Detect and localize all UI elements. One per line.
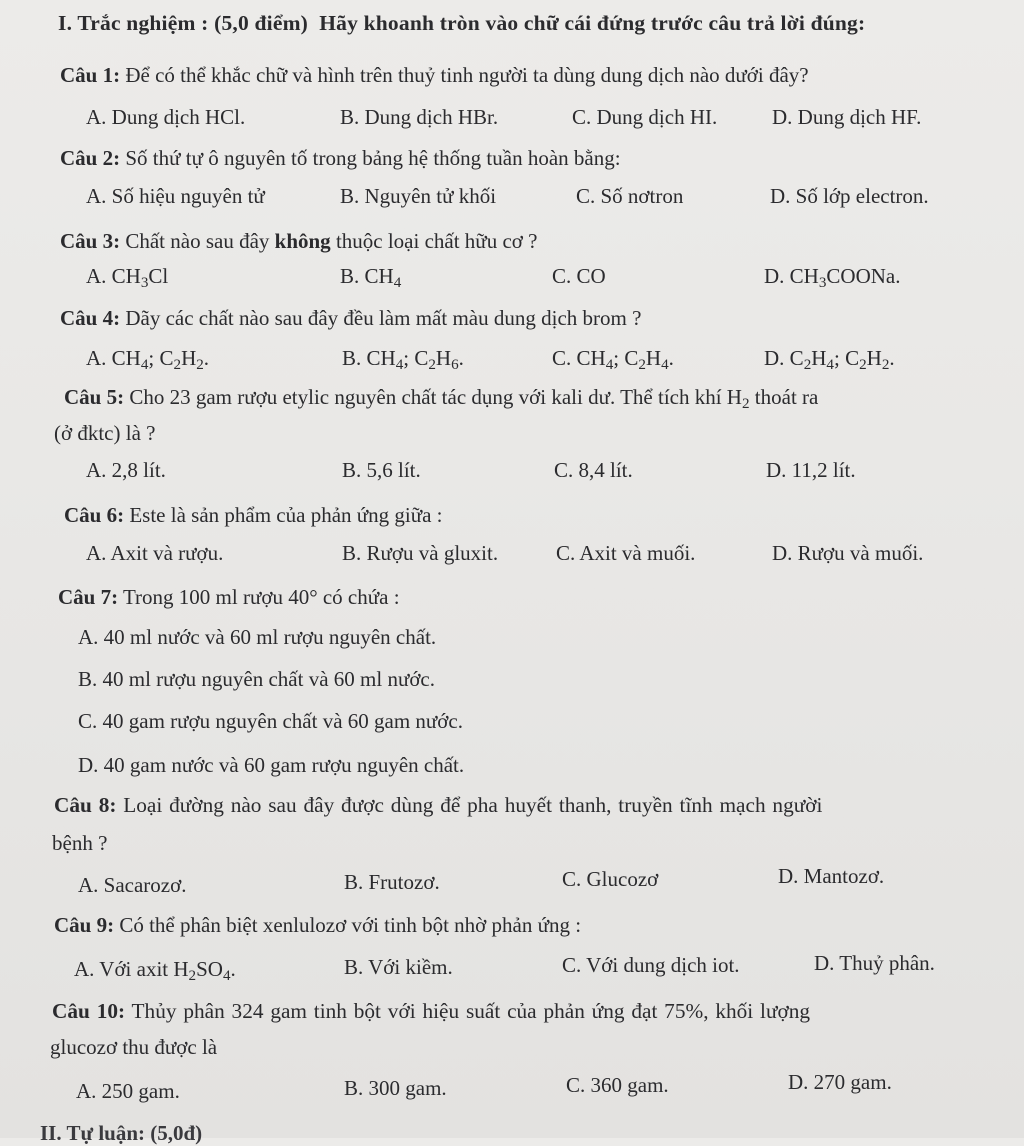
question-5-continued: (ở đktc) là ? xyxy=(54,421,156,445)
question-text-before: Chất nào sau đây xyxy=(125,229,270,253)
q4-option-d[interactable]: D. $C_2H_4$; $C_2H_2$. xyxy=(764,346,895,373)
q7-option-c[interactable]: C. 40 gam rượu nguyên chất và 60 gam nước. xyxy=(78,709,463,733)
question-3 xyxy=(60,228,537,254)
q6-option-c[interactable]: C. Axit và muối. xyxy=(556,541,696,565)
question-label: Câu 1: xyxy=(60,63,121,87)
question-8-continued: bệnh ? xyxy=(52,831,108,855)
question-label: Câu 10: xyxy=(52,999,126,1023)
q10-option-d[interactable]: D. 270 gam. xyxy=(788,1070,892,1094)
q9-option-c[interactable]: C. Với dung dịch iot. xyxy=(562,953,740,977)
question-label: Câu 7: xyxy=(58,585,119,609)
q6-option-d[interactable]: D. Rượu và muối. xyxy=(772,541,924,565)
q1-option-c[interactable]: C. Dung dịch HI. xyxy=(572,105,718,129)
question-text: Dãy các chất nào sau đây đều làm mất màu dung dịch brom ? xyxy=(125,306,642,330)
q7-option-b[interactable]: B. 40 ml rượu nguyên chất và 60 ml nước. xyxy=(78,667,435,691)
section-title: I. Trắc nghiệm : (5,0 điểm) xyxy=(58,11,309,35)
q8-option-b[interactable]: B. Frutozơ. xyxy=(344,870,440,894)
question-text-emphasis: không xyxy=(274,229,331,253)
question-text: Có thể phân biệt xenlulozơ với tinh bột nhờ phản ứng : xyxy=(119,913,582,937)
q2-option-c[interactable]: C. Số nơtron xyxy=(576,184,684,208)
q8-option-d[interactable]: D. Mantozơ. xyxy=(778,864,885,888)
question-text: Số thứ tự ô nguyên tố trong bảng hệ thống tuần hoàn bằng: xyxy=(125,146,621,170)
q3-option-b[interactable]: B. $CH_4$ xyxy=(340,264,402,291)
question-text: Cho 23 gam rượu etylic nguyên chất tác dụng với kali dư. Thể tích khí $H_2$ xyxy=(129,385,750,412)
question-8 xyxy=(54,792,822,818)
q3-option-a[interactable]: A. $CH_3Cl$ xyxy=(86,264,169,291)
question-text: Để có thể khắc chữ và hình trên thuỷ tinh người ta dùng dung dịch nào dưới đây? xyxy=(125,63,809,87)
section-heading xyxy=(58,10,865,36)
q8-option-c[interactable]: C. Glucozơ xyxy=(562,867,659,891)
q5-option-c[interactable]: C. 8,4 lít. xyxy=(554,458,633,482)
q4-option-a[interactable]: A. $CH_4$; $C_2H_2$. xyxy=(86,346,210,373)
q6-option-a[interactable]: A. Axit và rượu. xyxy=(86,541,224,565)
question-label: Câu 3: xyxy=(60,229,121,253)
q5-option-a[interactable]: A. 2,8 lít. xyxy=(86,458,166,482)
question-label: Câu 5: xyxy=(64,385,125,409)
q9-option-b[interactable]: B. Với kiềm. xyxy=(344,955,453,979)
q2-option-d[interactable]: D. Số lớp electron. xyxy=(770,184,929,208)
section-2-heading-partial: II. Tự luận: (5,0đ) xyxy=(40,1121,203,1145)
q3-option-d[interactable]: D. $CH_3COONa$. xyxy=(764,264,901,291)
section-instruction: Hãy khoanh tròn vào chữ cái đứng trước câu trả lời đúng: xyxy=(319,11,866,35)
q10-option-b[interactable]: B. 300 gam. xyxy=(344,1076,447,1100)
q1-option-b[interactable]: B. Dung dịch HBr. xyxy=(340,105,499,129)
question-text: Thủy phân 324 gam tinh bột với hiệu suất của phản ứng đạt 75%, khối lượng xyxy=(131,999,811,1023)
q8-option-a[interactable]: A. Sacarozơ. xyxy=(78,873,187,897)
question-text: Trong 100 ml rượu 40° có chứa : xyxy=(122,585,400,609)
question-text-after: thuộc loại chất hữu cơ ? xyxy=(335,229,538,253)
q9-option-a[interactable]: A. Với axit $H_2SO_4$. xyxy=(74,957,236,984)
q10-option-a[interactable]: A. 250 gam. xyxy=(76,1079,180,1103)
question-1 xyxy=(60,62,809,88)
question-label: Câu 6: xyxy=(64,503,125,527)
q6-option-b[interactable]: B. Rượu và gluxit. xyxy=(342,541,499,565)
q3-option-c[interactable]: C. CO xyxy=(552,264,606,288)
q5-option-b[interactable]: B. 5,6 lít. xyxy=(342,458,421,482)
q7-option-a[interactable]: A. 40 ml nước và 60 ml rượu nguyên chất. xyxy=(78,625,437,649)
question-label: Câu 2: xyxy=(60,146,121,170)
q4-option-b[interactable]: B. $CH_4$; $C_2H_6$. xyxy=(342,346,464,373)
question-label: Câu 4: xyxy=(60,306,121,330)
q9-option-d[interactable]: D. Thuỷ phân. xyxy=(814,951,935,975)
question-5 xyxy=(64,384,818,417)
q5-option-d[interactable]: D. 11,2 lít. xyxy=(766,458,856,482)
question-4 xyxy=(60,305,641,331)
q1-option-a[interactable]: A. Dung dịch HCl. xyxy=(86,105,246,129)
question-9 xyxy=(54,912,581,938)
q1-option-d[interactable]: D. Dung dịch HF. xyxy=(772,105,922,129)
question-2 xyxy=(60,145,621,171)
question-7 xyxy=(58,584,400,610)
question-6 xyxy=(64,502,443,528)
question-text: Loại đường nào sau đây được dùng để pha huyết thanh, truyền tĩnh mạch người xyxy=(123,793,823,817)
q2-option-a[interactable]: A. Số hiệu nguyên tử xyxy=(86,184,265,208)
q4-option-c[interactable]: C. $CH_4$; $C_2H_4$. xyxy=(552,346,674,373)
question-text: Este là sản phẩm của phản ứng giữa : xyxy=(129,503,443,527)
question-label: Câu 9: xyxy=(54,913,115,937)
question-text-end: thoát ra xyxy=(754,385,819,409)
question-label: Câu 8: xyxy=(54,793,117,817)
q2-option-b[interactable]: B. Nguyên tử khối xyxy=(340,184,497,208)
q7-option-d[interactable]: D. 40 gam nước và 60 gam rượu nguyên chất. xyxy=(78,753,465,777)
question-10-continued: glucozơ thu được là xyxy=(50,1035,218,1059)
question-10 xyxy=(52,998,810,1024)
q10-option-c[interactable]: C. 360 gam. xyxy=(566,1073,669,1097)
